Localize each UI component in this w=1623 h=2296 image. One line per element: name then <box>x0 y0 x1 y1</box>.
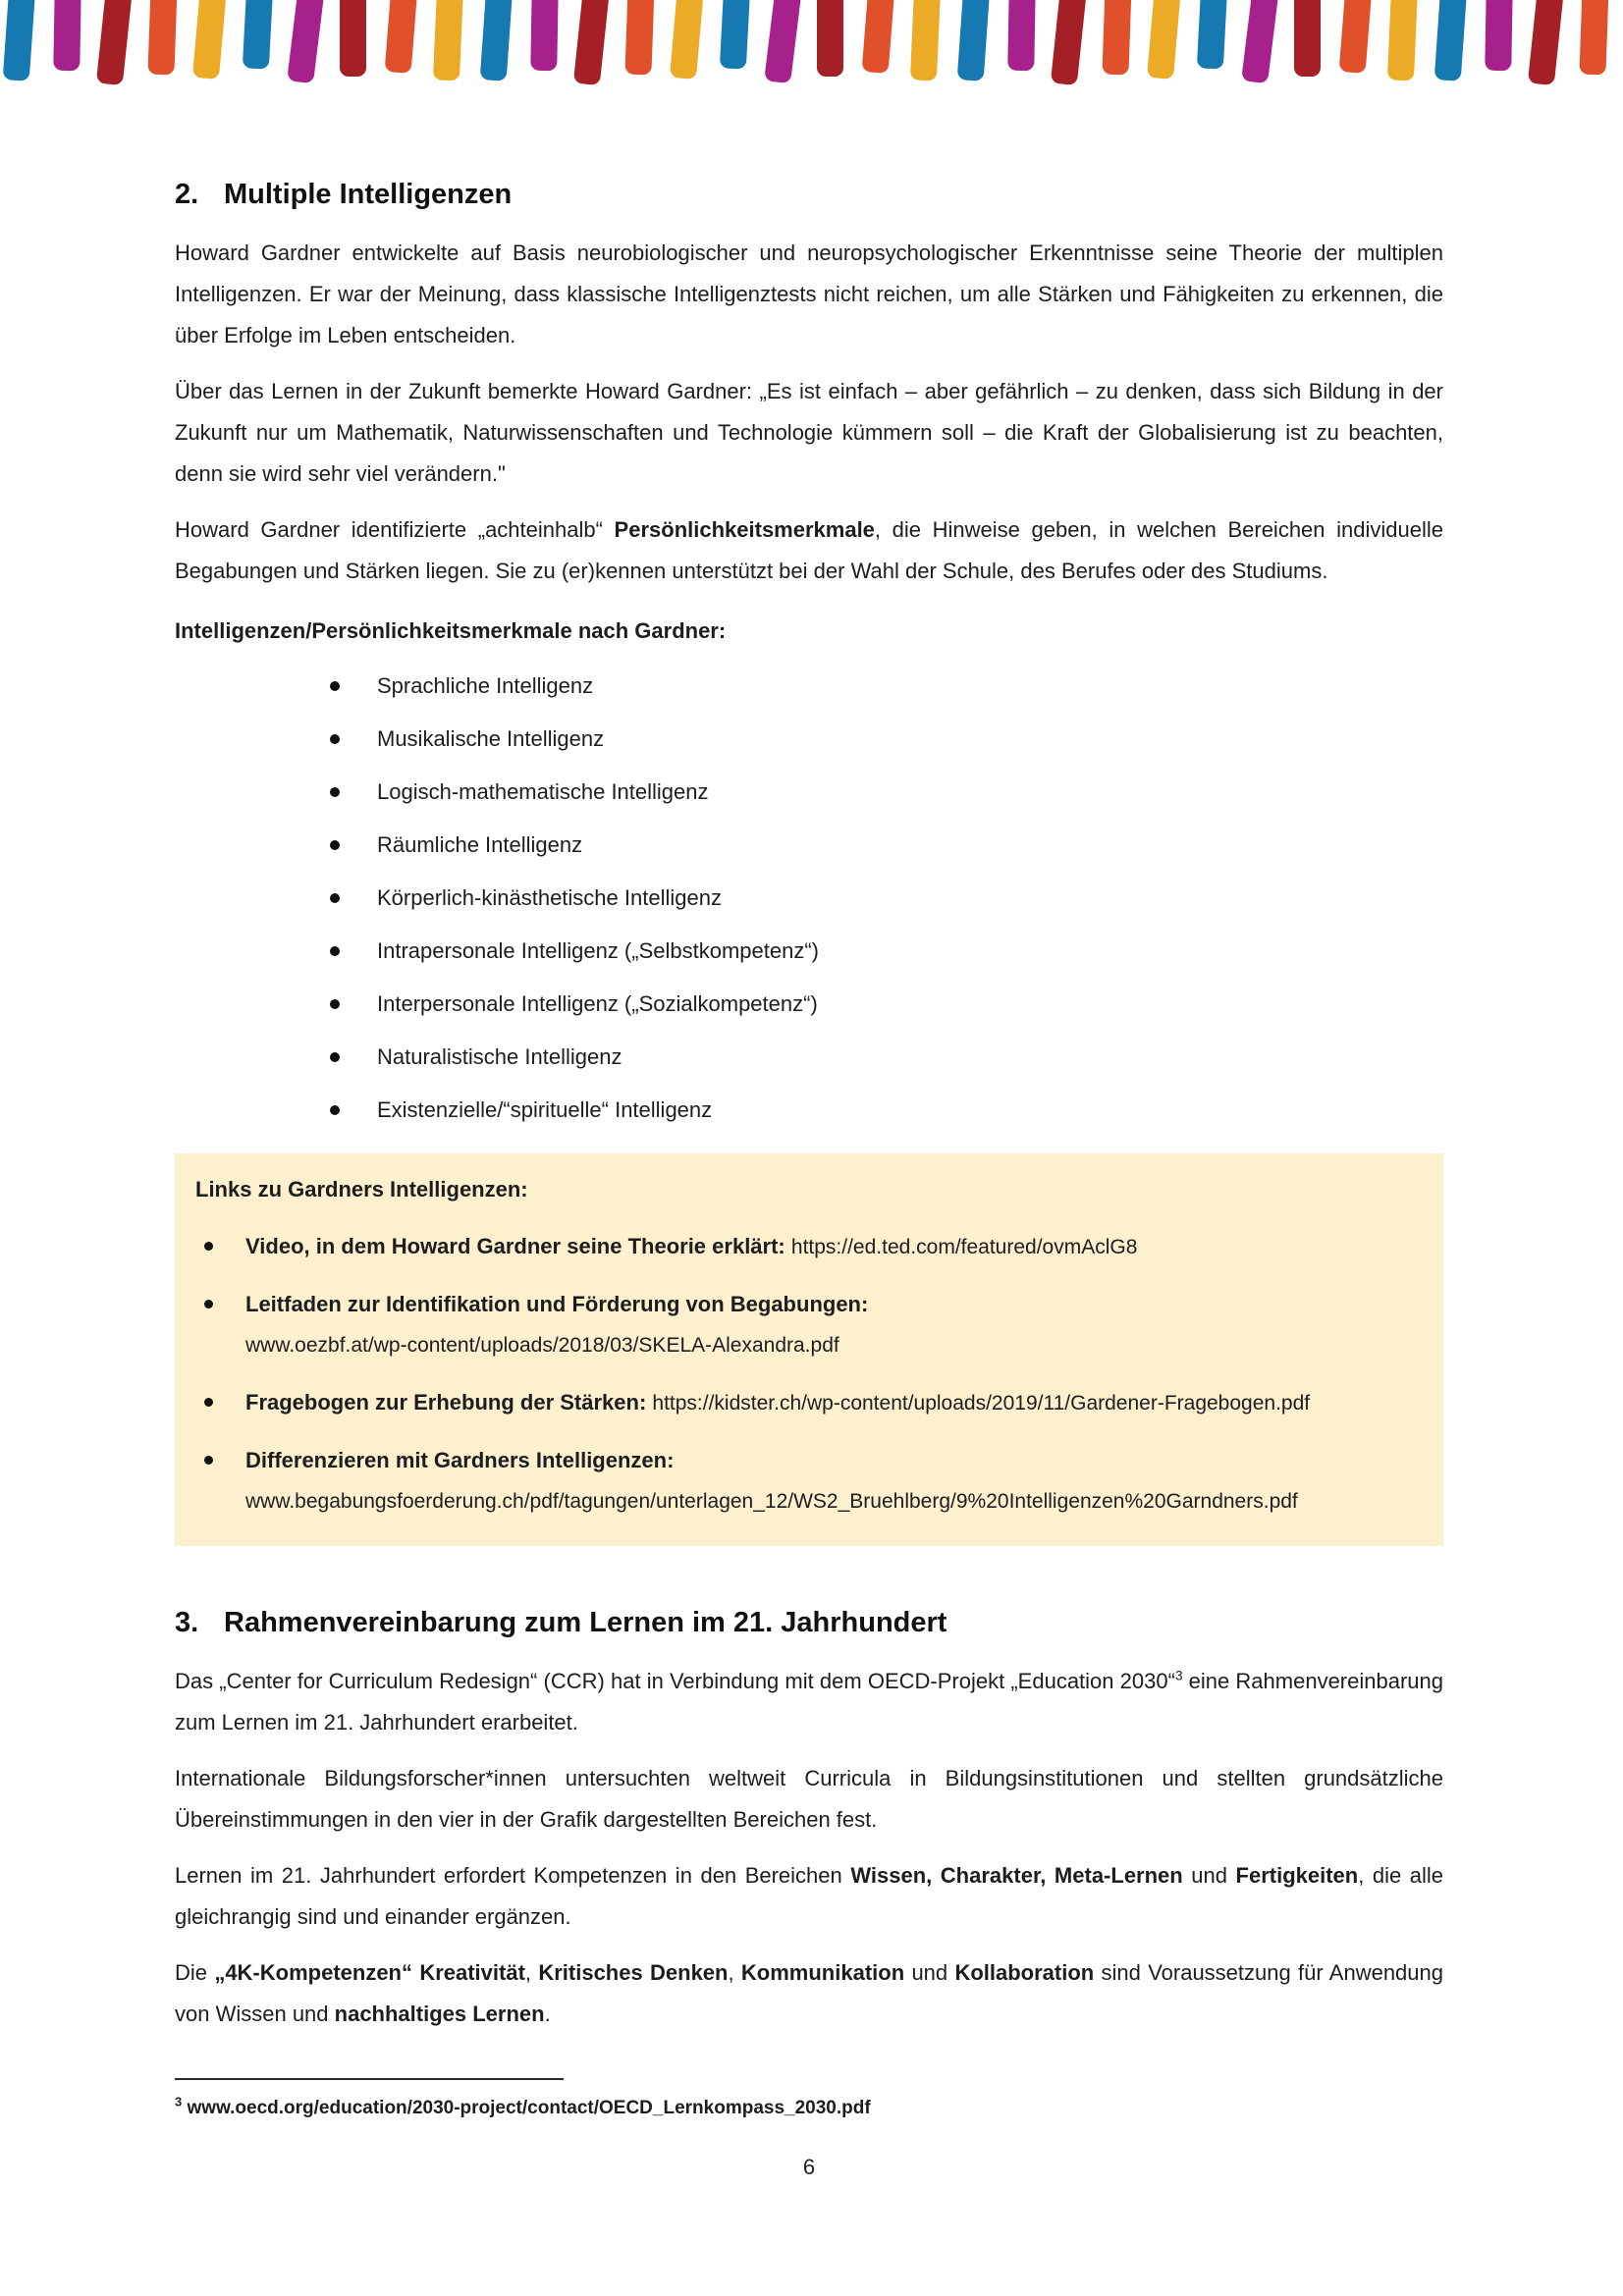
footnote <box>175 2096 1443 2121</box>
bullet-icon <box>330 1052 340 1062</box>
decorative-stripe <box>861 0 894 74</box>
bold-text-run: Fertigkeiten <box>1235 1863 1359 1888</box>
decorative-stripe <box>384 0 417 74</box>
bullet-icon <box>204 1300 213 1308</box>
link-label: Video, in dem Howard Gardner seine Theorie erklärt: <box>245 1234 785 1258</box>
intelligences-list <box>175 667 1443 1130</box>
bold-text-run: Persönlichkeitsmerkmale <box>614 517 875 542</box>
decorative-stripe <box>192 0 227 80</box>
text-run: eine Rahmenvereinbarung zum Lernen im 21. Jahrhundert erarbeitet. <box>175 1669 1443 1735</box>
footnote-reference: 3 <box>1174 1668 1183 1683</box>
text-run: , die Hinweise geben, in welchen Bereichen individuelle Begabungen und Stärken liegen. Sie zu (er)kennen unterstützt bei der Wahl der Schule, des Berufes oder des Studiums. <box>175 517 1443 583</box>
text-run: Howard Gardner identifizierte „achteinhalb“ <box>175 517 615 542</box>
list-item <box>330 985 1443 1024</box>
link-item <box>190 1284 1418 1366</box>
list-item <box>330 879 1443 918</box>
paragraph-gardner-quote <box>175 371 1443 495</box>
page-content <box>0 98 1623 2180</box>
section-2-heading <box>175 179 1443 211</box>
bold-text-run: Kommunikation <box>740 1960 905 1985</box>
decorative-stripe <box>1007 0 1035 71</box>
bullet-icon <box>330 946 340 956</box>
decorative-stripe <box>957 0 991 81</box>
list-item-label: Interpersonale Intelligenz („Sozialkompetenz“) <box>377 991 818 1016</box>
bullet-icon <box>330 999 340 1009</box>
section-3-heading <box>175 1607 1443 1639</box>
text-run: sind Voraussetzung für Anwendung von Wissen und <box>175 1960 1444 2026</box>
text-run: Howard Gardner entwickelte auf Basis neurobiologischer und neuropsychologischer Erkenntnisse seine Theorie der multiplen Intelligenzen. Er war der Meinung, dass klassische Intelligenztests nicht reichen, um alle Stärken und Fähigkeiten zu erkennen, die über Erfolge im Leben entscheiden. <box>175 240 1443 347</box>
decorative-stripe <box>624 0 654 75</box>
bullet-icon <box>204 1242 213 1251</box>
decorative-stripe <box>96 0 133 85</box>
decorative-stripe <box>817 0 843 77</box>
bullet-icon <box>330 1105 340 1115</box>
footnote-link[interactable]: www.oecd.org/education/2030-project/contact/OECD_Lernkompass_2030.pdf <box>187 2098 871 2118</box>
link-url[interactable]: https://kidster.ch/wp-content/uploads/2019/11/Gardener-Fragebogen.pdf <box>652 1392 1311 1415</box>
decorative-stripe <box>147 0 177 75</box>
decorative-stripe <box>1294 0 1321 77</box>
bold-text-run: Kritisches Denken <box>538 1960 729 1985</box>
list-item-label: Räumliche Intelligenz <box>377 832 583 857</box>
list-item-label: Naturalistische Intelligenz <box>377 1044 622 1069</box>
decorative-stripe <box>287 0 325 83</box>
decorative-stripe <box>1147 0 1181 80</box>
list-item <box>330 720 1443 759</box>
section-2-number: 2. <box>175 179 199 210</box>
link-url[interactable]: www.begabungsfoerderung.ch/pdf/tagungen/unterlagen_12/WS2_Bruehlberg/9%20Intelligenzen%20Garndners.pdf <box>245 1490 1298 1513</box>
list-item-label: Intrapersonale Intelligenz („Selbstkompetenz“) <box>377 938 820 963</box>
decorative-stripe <box>1387 0 1418 81</box>
list-item-label: Musikalische Intelligenz <box>377 726 605 751</box>
paragraph-4k-kompetenzen <box>175 1952 1443 2035</box>
bold-text-run: „4K-Kompetenzen“ <box>214 1960 412 1985</box>
links-box-title: Links zu Gardners Intelligenzen: <box>195 1177 528 1201</box>
bold-text-run: nachhaltiges Lernen <box>334 2002 545 2026</box>
list-item <box>330 826 1443 865</box>
text-run: und <box>1182 1863 1236 1888</box>
link-url[interactable]: https://ed.ted.com/featured/ovmAclG8 <box>790 1236 1138 1258</box>
list-item <box>330 932 1443 971</box>
decorative-stripe <box>1485 0 1512 71</box>
decorative-stripe <box>1197 0 1227 70</box>
decorative-stripe <box>573 0 610 85</box>
bold-text-run: Kreativität <box>419 1960 525 1985</box>
text-run: Die <box>175 1960 215 1985</box>
decorative-stripe <box>1338 0 1372 74</box>
paragraph-bildungsforscher <box>175 1758 1443 1841</box>
text-run: Das „Center for Curriculum Redesign“ (CCR) hat in Verbindung mit dem OECD-Projekt „Education 2030“ <box>175 1669 1175 1693</box>
section-2-title: Multiple Intelligenzen <box>224 179 513 210</box>
bullet-icon <box>204 1398 213 1407</box>
list-item <box>330 667 1443 706</box>
bullet-icon <box>330 893 340 903</box>
decorative-stripe <box>1434 0 1468 81</box>
footnote-marker: 3 <box>175 2094 183 2109</box>
bullet-icon <box>330 734 340 744</box>
decorative-stripe <box>243 0 273 70</box>
decorative-stripe <box>670 0 704 80</box>
section-3-number: 3. <box>175 1607 199 1638</box>
text-run: , <box>728 1960 741 1985</box>
paragraph-kompetenzbereiche <box>175 1855 1443 1938</box>
link-item <box>190 1382 1418 1424</box>
link-item <box>190 1440 1418 1522</box>
paragraph-achteinhalb <box>175 509 1443 592</box>
text-run: , die alle gleichrangig sind und einander ergänzen. <box>175 1863 1443 1929</box>
decorative-stripe <box>720 0 750 70</box>
decorative-stripe <box>530 0 558 71</box>
decorative-stripe <box>53 0 81 71</box>
page-number: 6 <box>802 2155 816 2179</box>
bullet-icon <box>204 1456 213 1465</box>
text-run: . <box>544 2002 551 2026</box>
decorative-stripes-banner <box>0 0 1623 98</box>
link-item <box>190 1226 1418 1268</box>
bullet-icon <box>330 787 340 797</box>
paragraph-ccr <box>175 1661 1443 1743</box>
decorative-stripe <box>910 0 941 81</box>
decorative-stripe <box>3 0 36 81</box>
bold-text-run: Wissen, Charakter, Meta-Lernen <box>850 1863 1183 1888</box>
link-label: Fragebogen zur Erhebung der Stärken: <box>245 1390 647 1415</box>
decorative-stripe <box>1102 0 1131 75</box>
bullet-icon <box>330 681 340 691</box>
list-item <box>330 1038 1443 1077</box>
bold-text-run: Kollaboration <box>954 1960 1095 1985</box>
intelligences-list-heading: Intelligenzen/Persönlichkeitsmerkmale nach Gardner: <box>175 618 727 643</box>
link-label: Differenzieren mit Gardners Intelligenzen: <box>245 1448 675 1472</box>
list-item <box>330 1091 1443 1130</box>
text-run: , <box>524 1960 539 1985</box>
decorative-stripe <box>340 0 366 77</box>
decorative-stripe <box>1241 0 1279 83</box>
list-item-label: Logisch-mathematische Intelligenz <box>377 779 709 804</box>
list-item-label: Sprachliche Intelligenz <box>377 673 594 698</box>
links-box <box>175 1153 1443 1546</box>
decorative-stripe <box>1528 0 1564 85</box>
section-3-title: Rahmenvereinbarung zum Lernen im 21. Jahrhundert <box>224 1607 947 1638</box>
link-label: Leitfaden zur Identifikation und Förderung von Begabungen: <box>245 1292 869 1316</box>
list-item-label: Existenzielle/“spirituelle“ Intelligenz <box>377 1097 713 1122</box>
list-item-label: Körperlich-kinästhetische Intelligenz <box>377 885 722 910</box>
decorative-stripe <box>480 0 514 81</box>
link-url[interactable]: www.oezbf.at/wp-content/uploads/2018/03/SKELA-Alexandra.pdf <box>245 1334 839 1357</box>
decorative-stripe <box>1579 0 1608 75</box>
list-item <box>330 773 1443 812</box>
paragraph-gardner-theory <box>175 233 1443 356</box>
text-run: Lernen im 21. Jahrhundert erfordert Kompetenzen in den Bereichen <box>175 1863 851 1888</box>
text-run: Über das Lernen in der Zukunft bemerkte Howard Gardner: „Es ist einfach – aber gefährlich – zu denken, dass sich Bildung in der Zukunft nur um Mathematik, Naturwissenschaften und Technologie kümmern soll – die Kraft der Globalisierung ist zu beachten, denn sie wird sehr viel verändern." <box>175 379 1443 486</box>
decorative-stripe <box>433 0 463 81</box>
bullet-icon <box>330 840 340 850</box>
decorative-stripe <box>764 0 802 83</box>
text-run: und <box>904 1960 955 1985</box>
text-run: Internationale Bildungsforscher*innen untersuchten weltweit Curricula in Bildungsinstitutionen und stellten grundsätzliche Übereinstimmungen in den vier in der Grafik dargestellten Bereichen fest. <box>175 1766 1443 1832</box>
decorative-stripe <box>1051 0 1087 85</box>
footnote-separator <box>175 2078 564 2080</box>
